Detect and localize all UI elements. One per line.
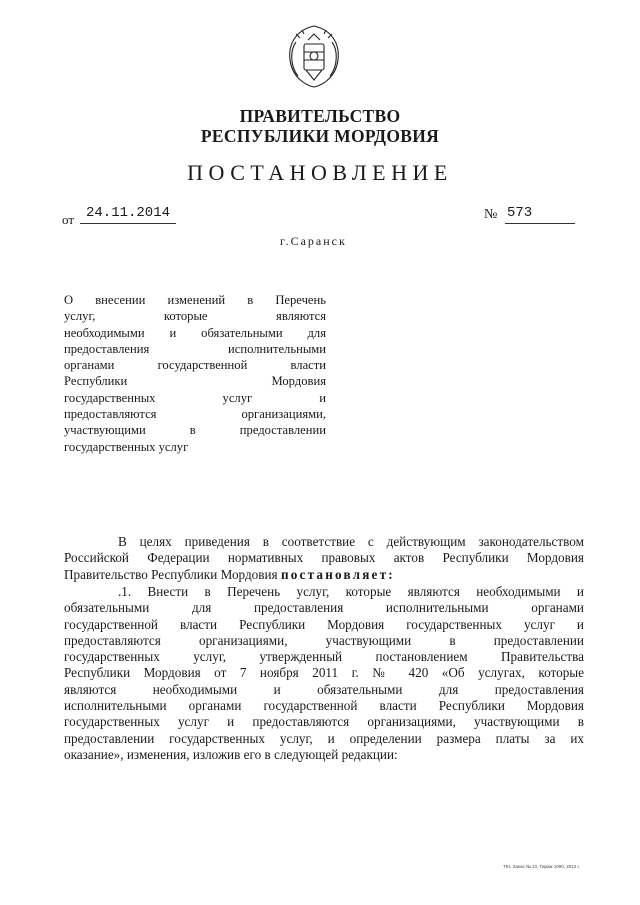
document-date: 24.11.2014 [80, 203, 176, 224]
subject-line: Республики Мордовия [64, 374, 326, 389]
body-line: государственных услуг, утвержденный постановлением Правительства [64, 649, 584, 665]
resolves-keyword: постановляет: [280, 566, 395, 582]
number-sign: № [484, 207, 498, 222]
date-prefix: от [62, 212, 75, 227]
document-type-title: ПОСТАНОВЛЕНИЕ [187, 160, 453, 185]
city-name: г.Саранск [280, 234, 347, 248]
subject-line: предоставляются организациями, [64, 407, 326, 422]
subject-line: предоставления исполнительными [64, 341, 326, 356]
subject-line: участвующими в предоставлении [64, 423, 326, 438]
government-title-line2: РЕСПУБЛИКИ МОРДОВИЯ [200, 126, 440, 146]
document-number: 573 [505, 203, 575, 224]
subject-line: органами государственной власти [64, 358, 326, 373]
body-line: исполнительными органами государственной власти Республики Мордовия [64, 698, 584, 714]
document-subject [64, 292, 326, 455]
body-line: предоставлении государственных услуг, и определении размера платы за их [64, 730, 584, 746]
body-line: государственных услуг и предоставляются организациями, участвующими в [64, 714, 584, 730]
body-line: Российской Федерации нормативных правовых актов Республики Мордовия [64, 550, 584, 566]
body-line: являются необходимыми и обязательными для предоставления [64, 681, 584, 697]
body-line: Республики Мордовия от 7 ноября 2011 г. № 420 «Об услугах, которые [64, 665, 584, 681]
preamble-subject: Правительство Республики Мордовия [64, 566, 278, 582]
government-title-line1: ПРАВИТЕЛЬСТВО [239, 106, 401, 126]
clause-1-paragraph [64, 584, 584, 763]
body-line [64, 567, 584, 583]
print-footer-note: ТЮ, Заказ № 13, Тираж 1000, 2012 г. [503, 864, 580, 869]
body-line: .1. Внести в Перечень услуг, которые являются необходимыми и [118, 584, 584, 599]
body-line: государственной власти Республики Мордовия государственных услуг и [64, 616, 584, 632]
body-line: обязательными для предоставления исполнительными органами [64, 600, 584, 616]
coat-of-arms-emblem [282, 22, 346, 90]
subject-line: О внесении изменений в Перечень [64, 293, 326, 307]
subject-line: государственных услуг [64, 439, 189, 454]
body-line: В целях приведения в соответствие с действующим законодательством [118, 534, 584, 549]
subject-line: услуг, которые являются [64, 309, 326, 324]
subject-line: государственных услуг и [64, 390, 326, 405]
subject-line: необходимыми и обязательными для [64, 325, 326, 340]
body-line: предоставляются организациями, участвующими в предоставлении [64, 632, 584, 648]
body-line: оказание», изменения, изложив его в следующей редакции: [64, 746, 398, 762]
preamble-paragraph [64, 534, 584, 583]
